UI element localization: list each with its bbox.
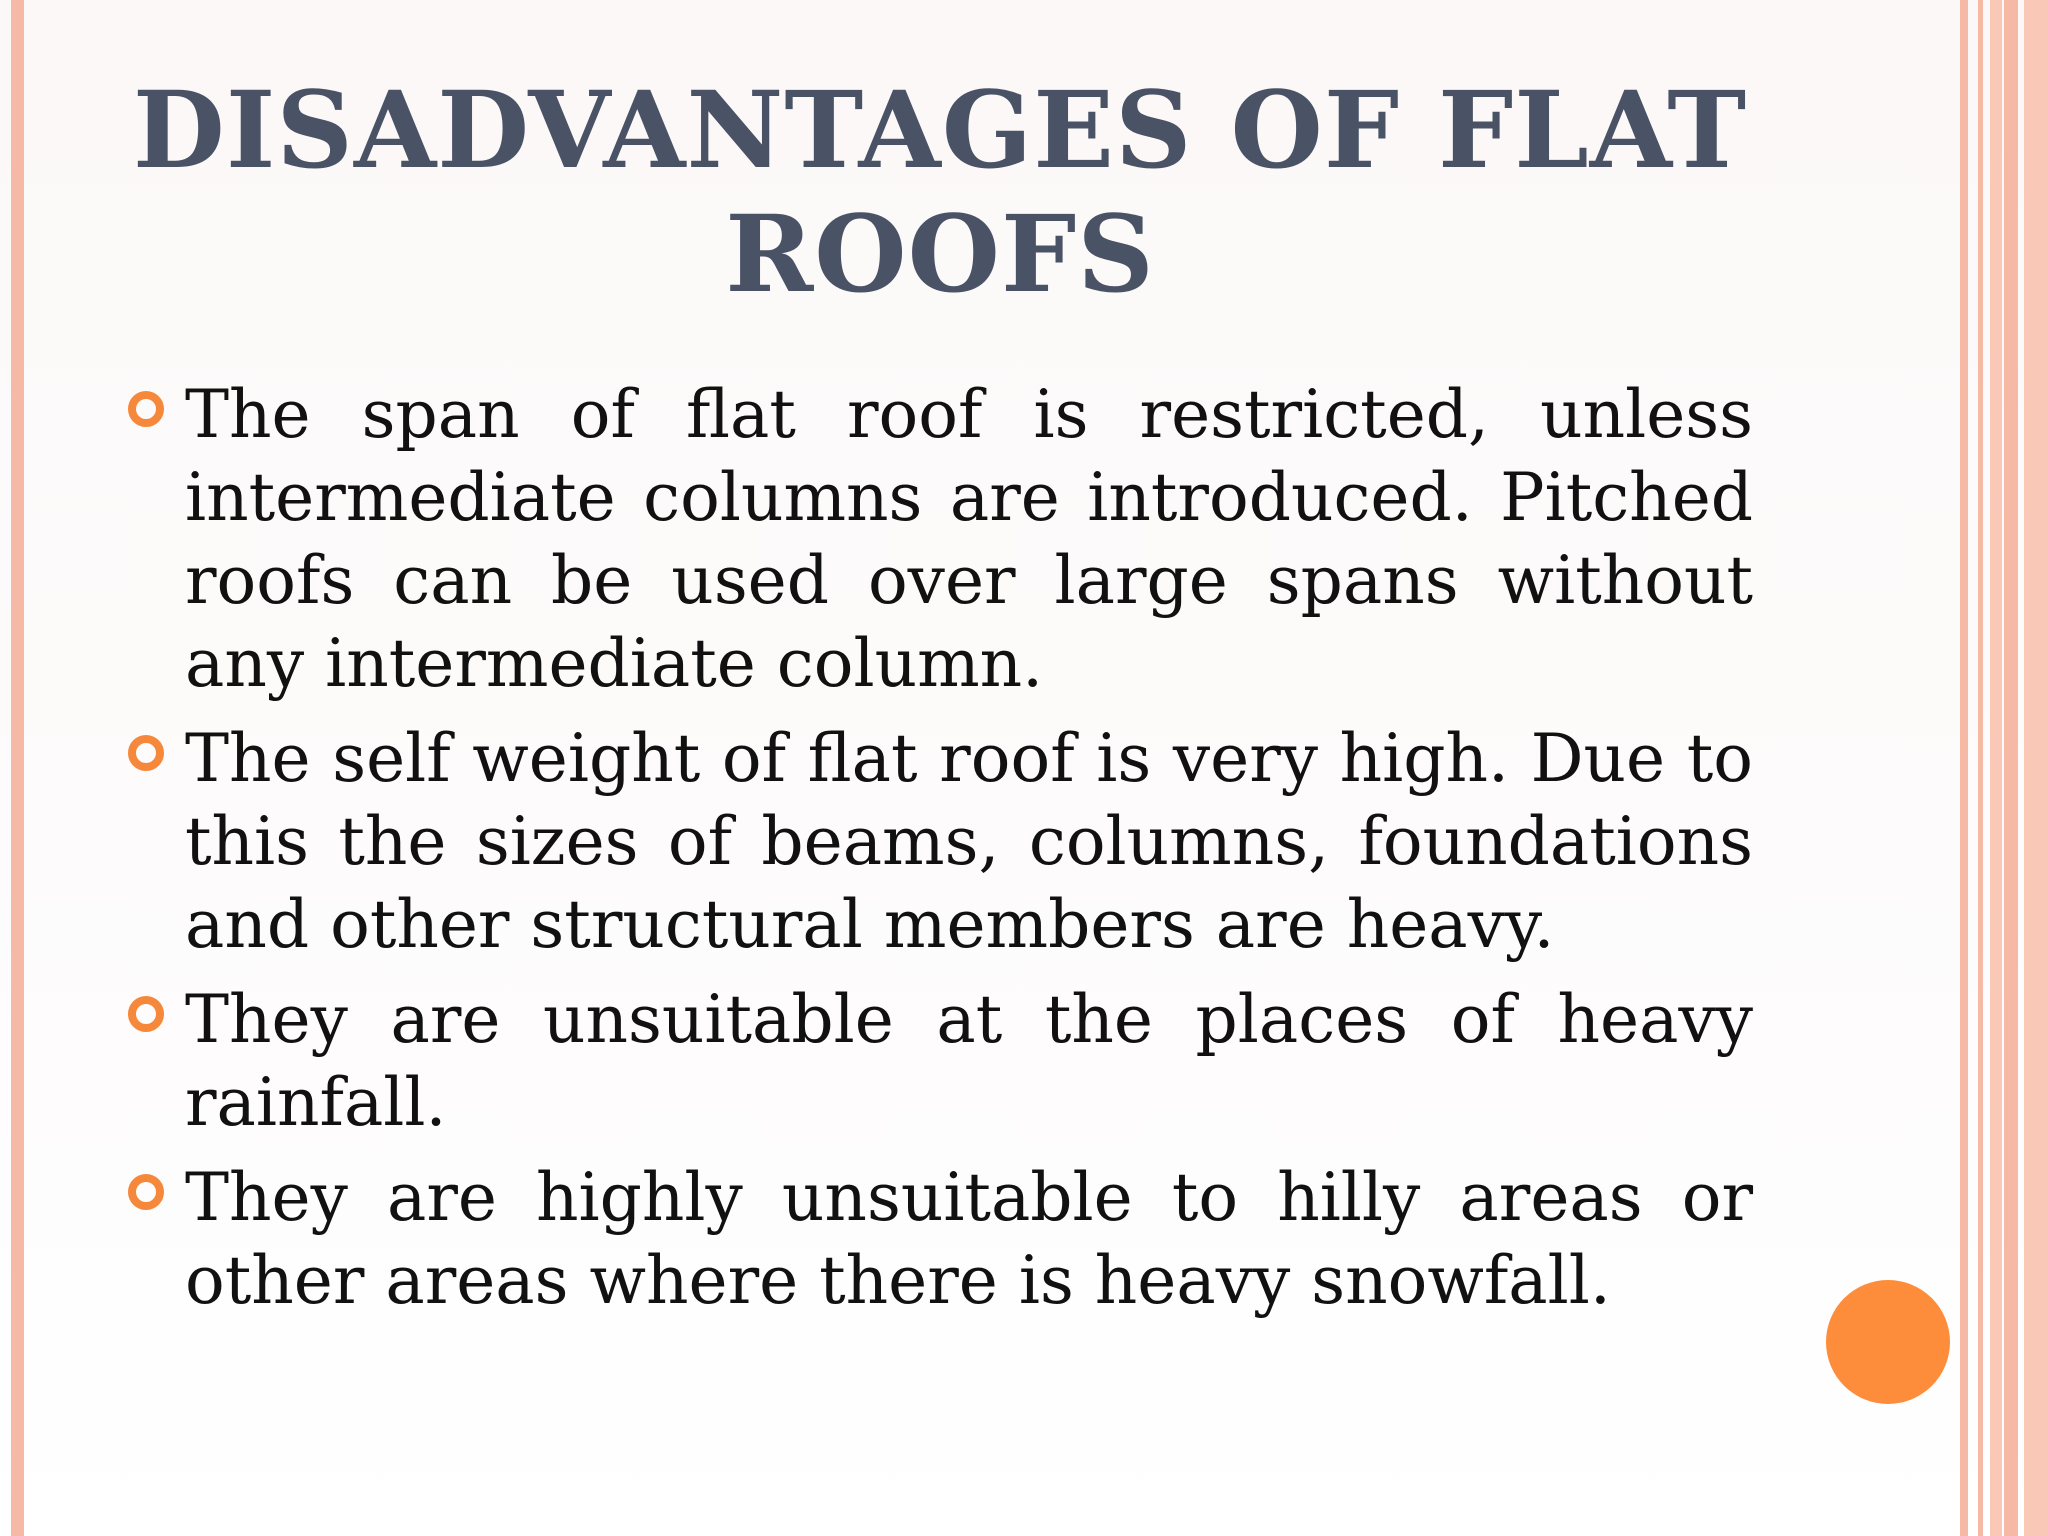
- bullet-text: The span of flat roof is restricted, unless intermediate columns are introduced. Pitched roofs can be used over large spans without any intermediate column.: [185, 376, 1753, 702]
- ring-bullet-icon: [128, 391, 164, 427]
- bullet-item: [120, 1156, 1753, 1322]
- right-border-stripe: [1960, 0, 1968, 1536]
- bullet-item: [120, 978, 1753, 1144]
- bullet-text: The self weight of flat roof is very high. Due to this the sizes of beams, columns, foundations and other structural members are heavy.: [185, 720, 1753, 963]
- bullet-list: [120, 373, 1753, 1334]
- orange-circle-icon: [1826, 1280, 1950, 1404]
- bullet-text: They are unsuitable at the places of heavy rainfall.: [185, 981, 1753, 1141]
- right-border-stripe: [1990, 0, 2002, 1536]
- right-border-stripe: [2024, 0, 2048, 1536]
- right-border-stripe: [2004, 0, 2018, 1536]
- bullet-text: They are highly unsuitable to hilly areas or other areas where there is heavy snowfall.: [185, 1159, 1753, 1319]
- slide-title: DISADVANTAGES OF FLAT ROOFS: [132, 67, 1748, 316]
- bullet-item: [120, 717, 1753, 966]
- bullet-item: [120, 373, 1753, 705]
- left-border-stripe: [11, 0, 24, 1536]
- ring-bullet-icon: [128, 996, 164, 1032]
- ring-bullet-icon: [128, 1174, 164, 1210]
- ring-bullet-icon: [128, 735, 164, 771]
- right-border-stripe: [1978, 0, 1983, 1536]
